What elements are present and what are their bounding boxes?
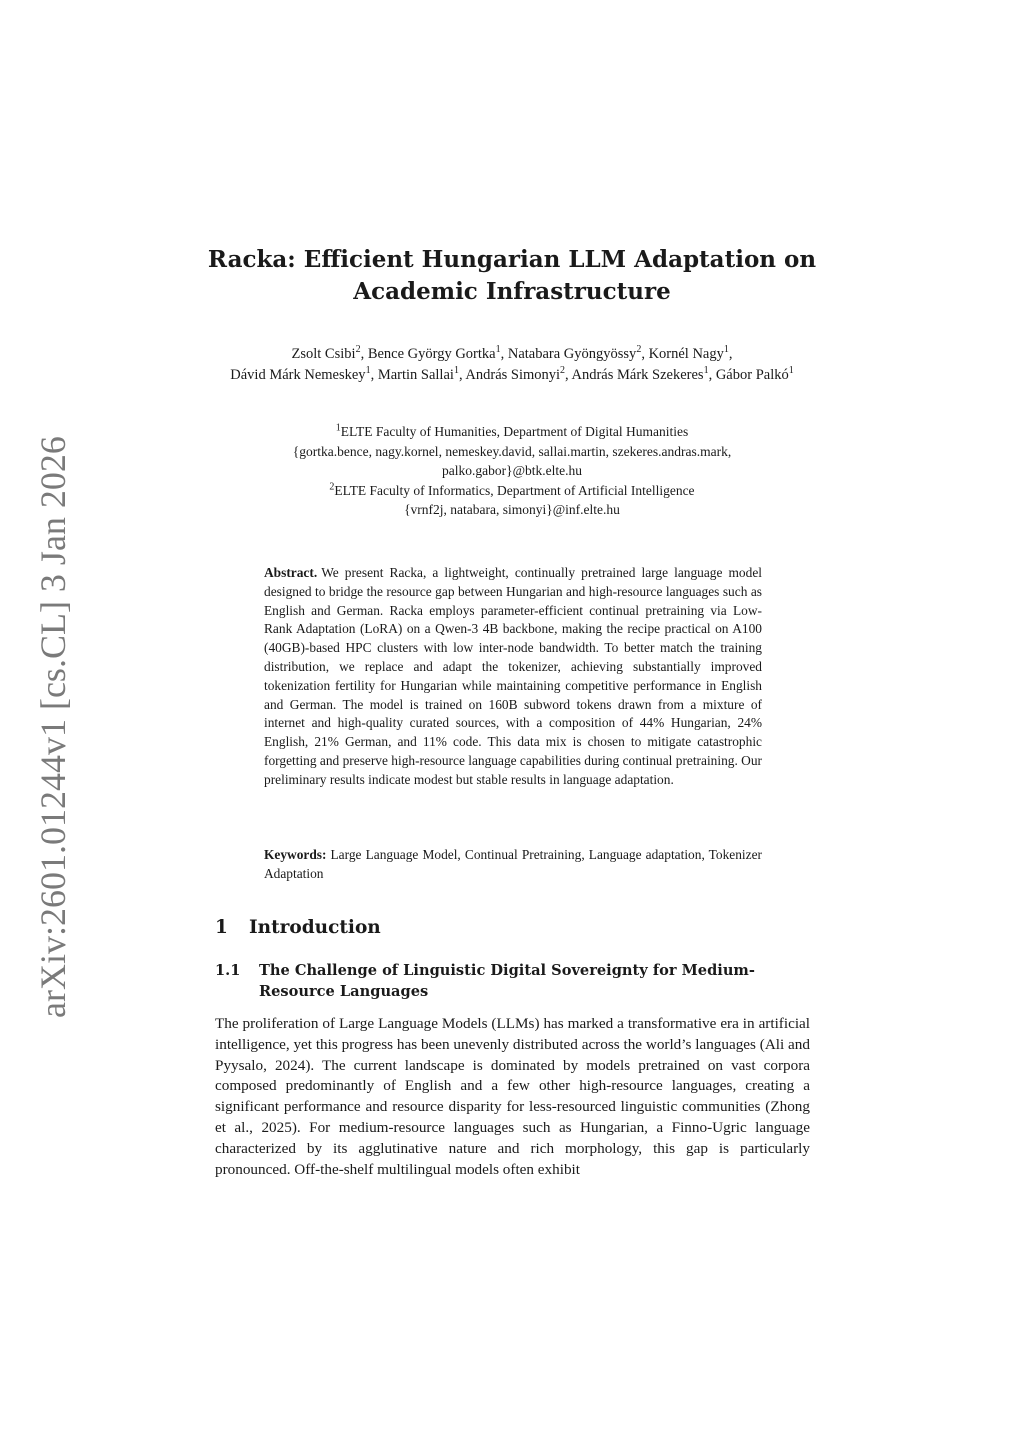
- section-number: 1: [215, 917, 228, 938]
- author-separator: ,: [728, 346, 733, 362]
- author-line-2: [212, 365, 812, 386]
- author-separator: ,: [500, 346, 508, 362]
- affiliation-number: 2: [329, 481, 335, 492]
- subsection-number: 1.1: [215, 962, 241, 979]
- author-name: András Márk Szekeres: [571, 367, 704, 383]
- author-name: Gábor Palkó: [715, 367, 789, 383]
- author-affiliation-mark: 2: [560, 365, 566, 377]
- subsection-heading: [215, 960, 815, 1002]
- author-affiliation-mark: 1: [723, 344, 729, 356]
- affiliation-1-emails-line-2[interactable]: palko.gabor}@btk.elte.hu: [441, 463, 582, 478]
- author-separator: ,: [565, 367, 572, 383]
- section-heading-introduction: [215, 916, 815, 940]
- author-name: Martin Sallai: [377, 367, 454, 383]
- author-name: Zsolt Csibi: [291, 346, 356, 362]
- author-affiliation-mark: 2: [355, 344, 361, 356]
- arxiv-identifier[interactable]: arXiv:2601.01244v1 [cs.CL] 3 Jan 2026: [33, 436, 73, 1018]
- author-affiliation-mark: 1: [453, 365, 459, 377]
- affiliation-1: [212, 422, 812, 442]
- keywords-text: Large Language Model, Continual Pretraining, Language adaptation, Tokenizer Adaptation: [264, 847, 762, 881]
- author-separator: ,: [360, 346, 368, 362]
- affiliation-1-emails-line-1[interactable]: {gortka.bence, nagy.kornel, nemeskey.david, sallai.martin, szekeres.andras.mark,: [292, 443, 732, 459]
- author-affiliation-mark: 1: [788, 365, 794, 377]
- paper-title: [200, 244, 824, 308]
- author-line-1: [212, 344, 812, 365]
- section-title: Introduction: [249, 917, 381, 938]
- affiliation-2-emails[interactable]: {vrnf2j, natabara, simonyi}@inf.elte.hu: [404, 502, 620, 517]
- author-separator: ,: [370, 367, 378, 383]
- author-name: Bence György Gortka: [367, 346, 496, 362]
- title-line-1: Racka: Efficient Hungarian LLM Adaptation on: [207, 246, 817, 273]
- abstract: [264, 564, 762, 790]
- author-name: Kornél Nagy: [648, 346, 724, 362]
- affiliation-number: 1: [335, 422, 341, 434]
- keywords: [264, 846, 762, 884]
- author-separator: ,: [708, 367, 716, 383]
- author-name: Natabara Gyöngyössy: [507, 346, 637, 362]
- keywords-label: Keywords:: [264, 847, 327, 862]
- affiliation-2: [212, 481, 812, 501]
- author-name: Dávid Márk Nemeskey: [230, 367, 366, 383]
- title-line-2: Academic Infrastructure: [353, 278, 671, 305]
- author-affiliation-mark: 2: [636, 344, 642, 356]
- author-affiliation-mark: 1: [703, 365, 709, 377]
- author-affiliation-mark: 1: [495, 344, 501, 356]
- affiliation-name: ELTE Faculty of Informatics, Department of Artificial Intelligence: [334, 482, 695, 498]
- abstract-text: We present Racka, a lightweight, continually pretrained large language model designed to bridge the resource gap between Hungarian and high-resource languages such as English and German. Racka employs parameter-efficient continual pretraining via Low-Rank Adaptation (LoRA) on a Qwen-3 4B backbone, making the recipe practical on A100 (40GB)-based HPC clusters with low inter-node bandwidth. To better match the training distribution, we replace and adapt the tokenizer, achieving substantially improved tokenization fertility for Hungarian while maintaining competitive performance in English and German. The model is trained on 160B subword tokens drawn from a mixture of internet and high-quality curated sources, with a composition of 44% Hungarian, 24% English, 21% German, and 11% code. This data mix is chosen to mitigate catastrophic forgetting and preserve high-resource language capabilities during continual pretraining. Our preliminary results indicate modest but stable results in language adaptation.: [264, 565, 763, 787]
- affiliations: [212, 422, 812, 520]
- author-separator: ,: [458, 367, 466, 383]
- affiliation-name: ELTE Faculty of Humanities, Department of Digital Humanities: [340, 424, 689, 439]
- author-affiliation-mark: 1: [365, 365, 371, 377]
- author-list: [212, 344, 812, 386]
- abstract-label: Abstract.: [264, 565, 318, 580]
- author-separator: ,: [641, 346, 649, 362]
- author-name: András Simonyi: [465, 367, 561, 383]
- subsection-title: The Challenge of Linguistic Digital Sovereignty for Medium-Resource Languages: [259, 962, 755, 1000]
- body-paragraph: The proliferation of Large Language Models (LLMs) has marked a transformative era in artificial intelligence, yet this progress has been unevenly distributed across the world’s languages (Ali and Pyysalo, 2024). The current landscape is dominated by models pretrained on vast corpora composed predominantly of English and a few other high-resource languages, creating a significant performance and resource disparity for less-resourced linguistic communities (Zhong et al., 2025). For medium-resource languages such as Hungarian, a Finno-Ugric language characterized by its agglutinative nature and rich morphology, this gap is particularly pronounced. Off-the-shelf multilingual models often exhibit: [215, 1015, 810, 1178]
